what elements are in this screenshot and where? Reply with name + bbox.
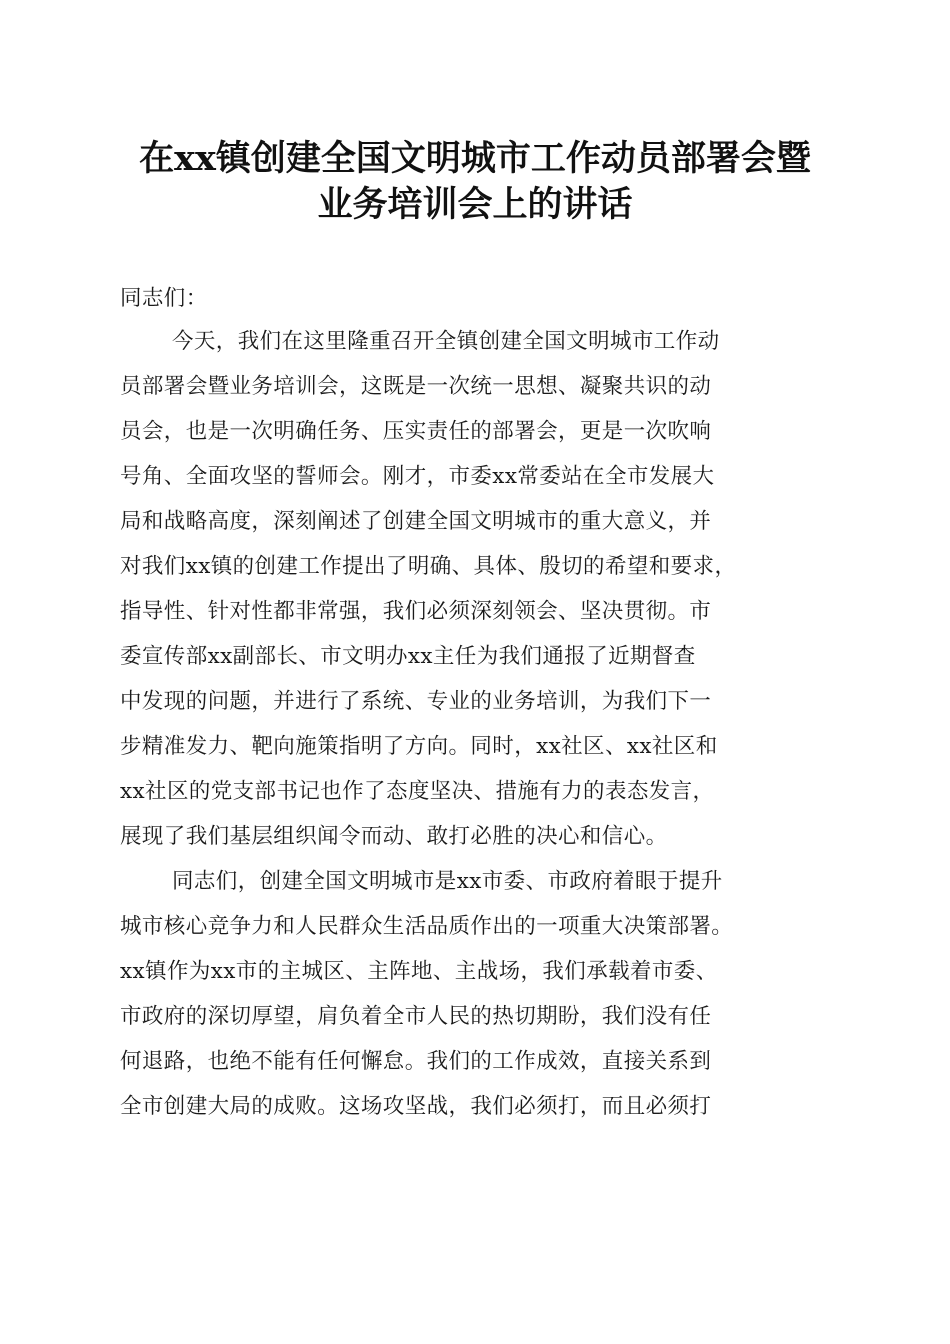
body-line-15: xx镇作为xx市的主城区、主阵地、主战场，我们承载着市委、 [120, 959, 718, 984]
body-line-5: 局和战略高度，深刻阐述了创建全国文明城市的重大意义，并 [120, 509, 712, 534]
body-line-16: 市政府的深切厚望，肩负着全市人民的热切期盼，我们没有任 [120, 1004, 712, 1029]
body-line-10: 步精准发力、靶向施策指明了方向。同时，xx社区、xx社区和 [120, 734, 718, 759]
body-line-13: 同志们，创建全国文明城市是xx市委、市政府着眼于提升 [172, 869, 723, 894]
body-line-12: 展现了我们基层组织闻令而动、敢打必胜的决心和信心。 [120, 824, 668, 849]
document-title-line-2: 业务培训会上的讲话 [317, 184, 633, 225]
body-line-9: 中发现的问题，并进行了系统、专业的业务培训，为我们下一 [120, 689, 712, 714]
document-title-line-1: 在xx镇创建全国文明城市工作动员部署会暨 [139, 138, 811, 179]
body-line-11: xx社区的党支部书记也作了态度坚决、措施有力的表态发言， [120, 779, 715, 804]
body-line-8: 委宣传部xx副部长、市文明办xx主任为我们通报了近期督查 [120, 644, 696, 669]
body-line-17: 何退路，也绝不能有任何懈怠。我们的工作成效，直接关系到 [120, 1049, 712, 1074]
body-line-3: 员会，也是一次明确任务、压实责任的部署会，更是一次吹响 [120, 419, 712, 444]
body-line-6: 对我们xx镇的创建工作提出了明确、具体、殷切的希望和要求， [120, 554, 737, 579]
salutation: 同志们： [120, 286, 208, 311]
body-line-1: 今天，我们在这里隆重召开全镇创建全国文明城市工作动 [172, 329, 720, 354]
body-line-14: 城市核心竞争力和人民群众生活品质作出的一项重大决策部署。 [120, 914, 734, 939]
body-line-7: 指导性、针对性都非常强，我们必须深刻领会、坚决贯彻。市 [120, 599, 712, 624]
body-line-4: 号角、全面攻坚的誓师会。刚才，市委xx常委站在全市发展大 [120, 464, 715, 489]
body-line-2: 员部署会暨业务培训会，这既是一次统一思想、凝聚共识的动 [120, 374, 712, 399]
body-line-18: 全市创建大局的成败。这场攻坚战，我们必须打，而且必须打 [120, 1094, 712, 1119]
